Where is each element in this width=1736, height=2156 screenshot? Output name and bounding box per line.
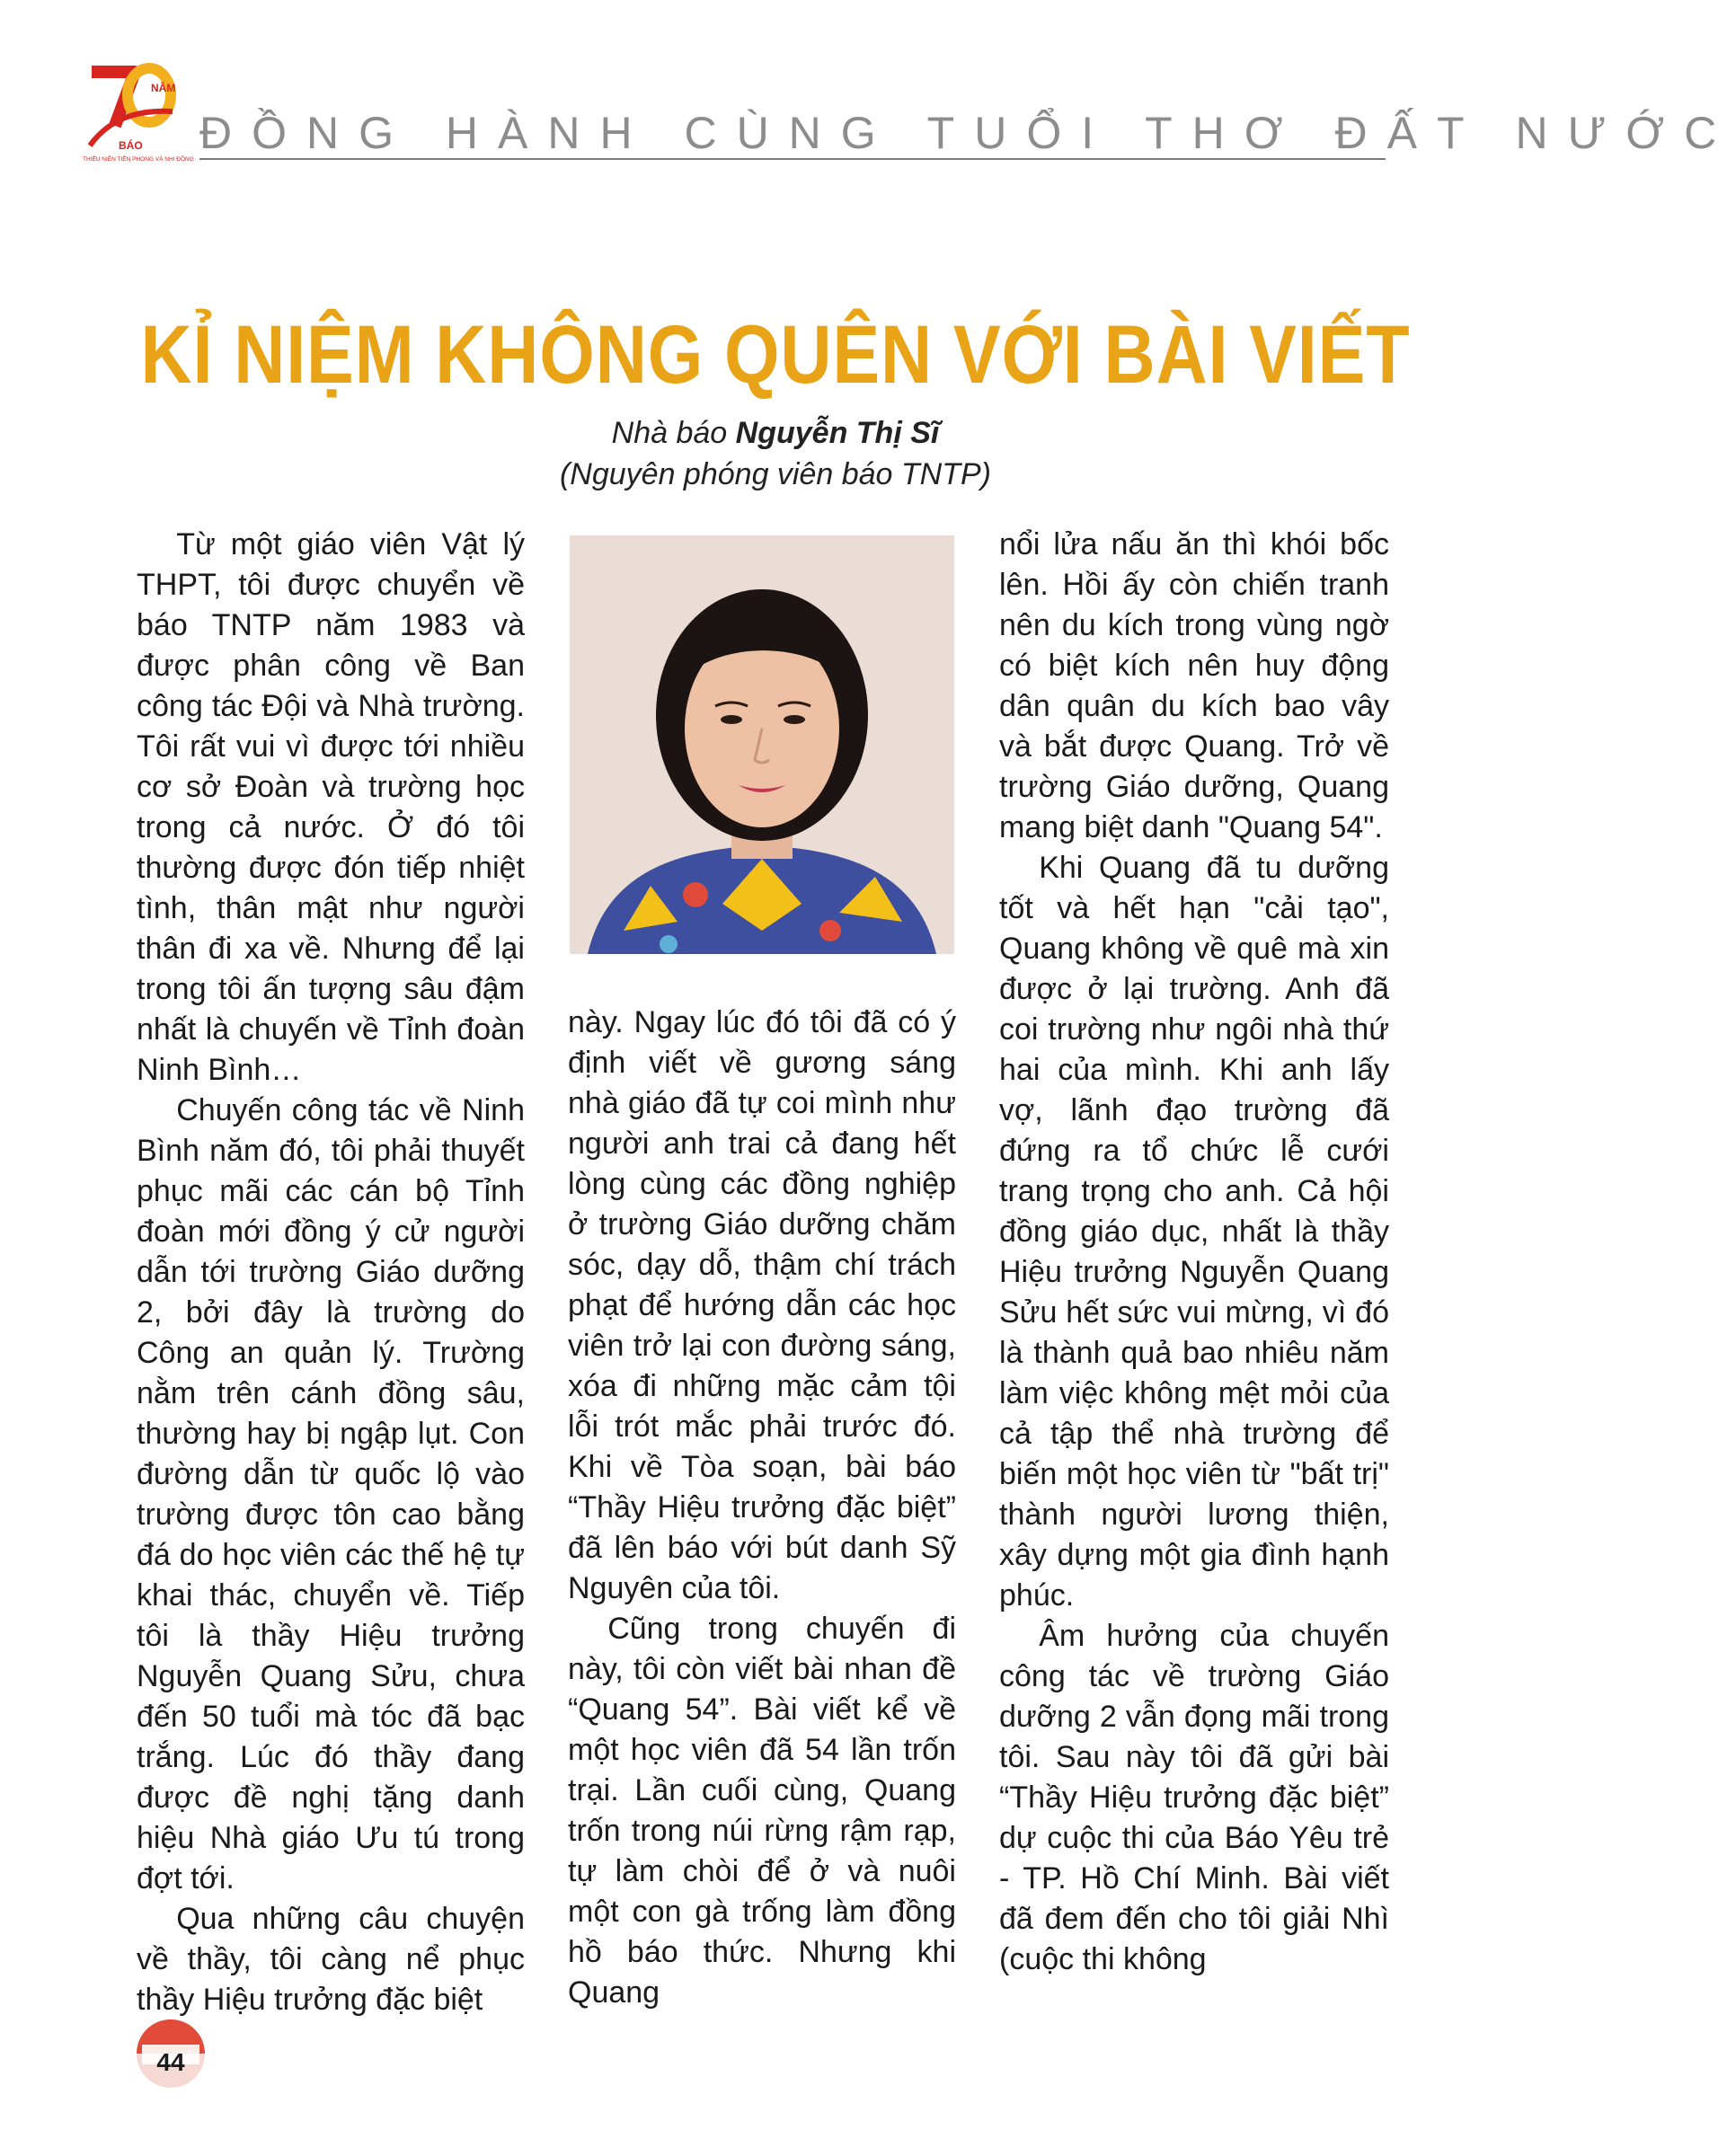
page-number: 44: [156, 2048, 185, 2076]
article-column-1: [137, 525, 525, 2020]
article-byline: [0, 413, 1551, 453]
article-column-2: [568, 1003, 956, 2013]
paragraph: Khi Quang đã tu dưỡng tốt và hết hạn "cải tạo", Quang không về quê mà xin được ở lại trường. Anh đã coi trường như ngôi nhà thứ hai của mình. Khi anh lấy vợ, lãnh đạo trường đã đứng ra tổ chức lễ cưới trang trọng cho anh. Cả hội đồng giáo dục, nhất là thầy Hiệu trưởng Nguyễn Quang Sửu hết sức vui mừng, vì đó là thành quả bao nhiêu năm làm việc không mệt mỏi của cả tập thể nhà trường để biến một học viên từ "bất trị" thành người lương thiện, xây dựng một gia đình hạnh phúc.: [999, 851, 1389, 1613]
author-prefix: Nhà báo: [611, 416, 736, 450]
paragraph: nổi lửa nấu ăn thì khói bốc lên. Hồi ấy còn chiến tranh nên du kích trong vùng ngờ có biệt kích nên huy động dân quân du kích bao vây và bắt được Quang. Trở về trường Giáo dưỡng, Quang mang biệt danh "Quang 54".: [999, 527, 1389, 844]
header-divider: [199, 158, 1386, 160]
author-name: Nguyễn Thị Sĩ: [735, 416, 940, 450]
paragraph: Cũng trong chuyến đi này, tôi còn viết bài nhan đề “Quang 54”. Bài viết kể về một học viên đã 54 lần trốn trại. Lần cuối cùng, Quang trốn trong núi rừng rậm rạp, tự làm chòi để ở và nuôi một con gà trống làm đồng hồ báo thức. Nhưng khi Quang: [568, 1612, 956, 2010]
paragraph: này. Ngay lúc đó tôi đã có ý định viết về gương sáng nhà giáo đã tự coi mình như người anh trai cả đang hết lòng cùng các đồng nghiệp ở trường Giáo dưỡng chăm sóc, dạy dỗ, thậm chí trách phạt để hướng dẫn các học viên trở lại con đường sáng, xóa đi những mặc cảm tội lỗi trót mắc phải trước đó. Khi về Tòa soạn, bài báo “Thầy Hiệu trưởng đặc biệt” đã lên báo với bút danh Sỹ Nguyên của tôi.: [568, 1005, 956, 1605]
author-role: (Nguyên phóng viên báo TNTP): [559, 457, 992, 491]
paragraph: Chuyến công tác về Ninh Bình năm đó, tôi phải thuyết phục mãi các cán bộ Tỉnh đoàn mới đồng ý cử người dẫn tới trường Giáo dưỡng 2, bởi đây là trường do Công an quản lý. Trường nằm trên cánh đồng sâu, thường hay bị ngập lụt. Con đường dẫn từ quốc lộ vào trường được tôn cao bằng đá do học viên các thế hệ tự khai thác, chuyển về. Tiếp tôi là thầy Hiệu trưởng Nguyễn Quang Sửu, chưa đến 50 tuổi mà tóc đã bạc trắng. Lúc đó thầy đang được đề nghị tặng danh hiệu Nhà giáo Ưu tú trong đợt tới.: [137, 1093, 525, 1895]
logo-newspaper-name: THIẾU NIÊN TIỀN PHONG VÀ NHI ĐỒNG: [83, 156, 194, 163]
anniversary-logo: [83, 56, 194, 163]
article-column-3: [999, 525, 1389, 1980]
logo-year-word: NĂM: [151, 82, 176, 94]
paragraph: Qua những câu chuyện về thầy, tôi càng nể phục thầy Hiệu trưởng đặc biệt: [137, 1902, 525, 2017]
logo-70-mark: [90, 68, 176, 146]
paragraph: Âm hưởng của chuyến công tác về trường Giáo dưỡng 2 vẫn đọng mãi trong tôi. Sau này tôi đã gửi bài “Thầy Hiệu trưởng đặc biệt” dự cuộc thi của Báo Yêu trẻ - TP. Hồ Chí Minh. Bài viết đã đem đến cho tôi giải Nhì (cuộc thi không: [999, 1619, 1389, 1976]
author-portrait-photo: [570, 535, 954, 954]
paragraph: Từ một giáo viên Vật lý THPT, tôi được chuyển về báo TNTP năm 1983 và được phân công về Ban công tác Đội và Nhà trường. Tôi rất vui vì được tới nhiều cơ sở Đoàn và trường học trong cả nước. Ở đó tôi thường được đón tiếp nhiệt tình, thân mật như người thân đi xa về. Nhưng để lại trong tôi ấn tượng sâu đậm nhất là chuyến về Tỉnh đoàn Ninh Bình…: [137, 527, 525, 1087]
header-slogan: ĐỒNG HÀNH CÙNG TUỔI THƠ ĐẤT NƯỚC: [199, 108, 1736, 158]
logo-bao-word: BÁO: [119, 139, 143, 152]
article-title: KỈ NIỆM KHÔNG QUÊN VỚI BÀI VIẾT: [140, 309, 1411, 401]
